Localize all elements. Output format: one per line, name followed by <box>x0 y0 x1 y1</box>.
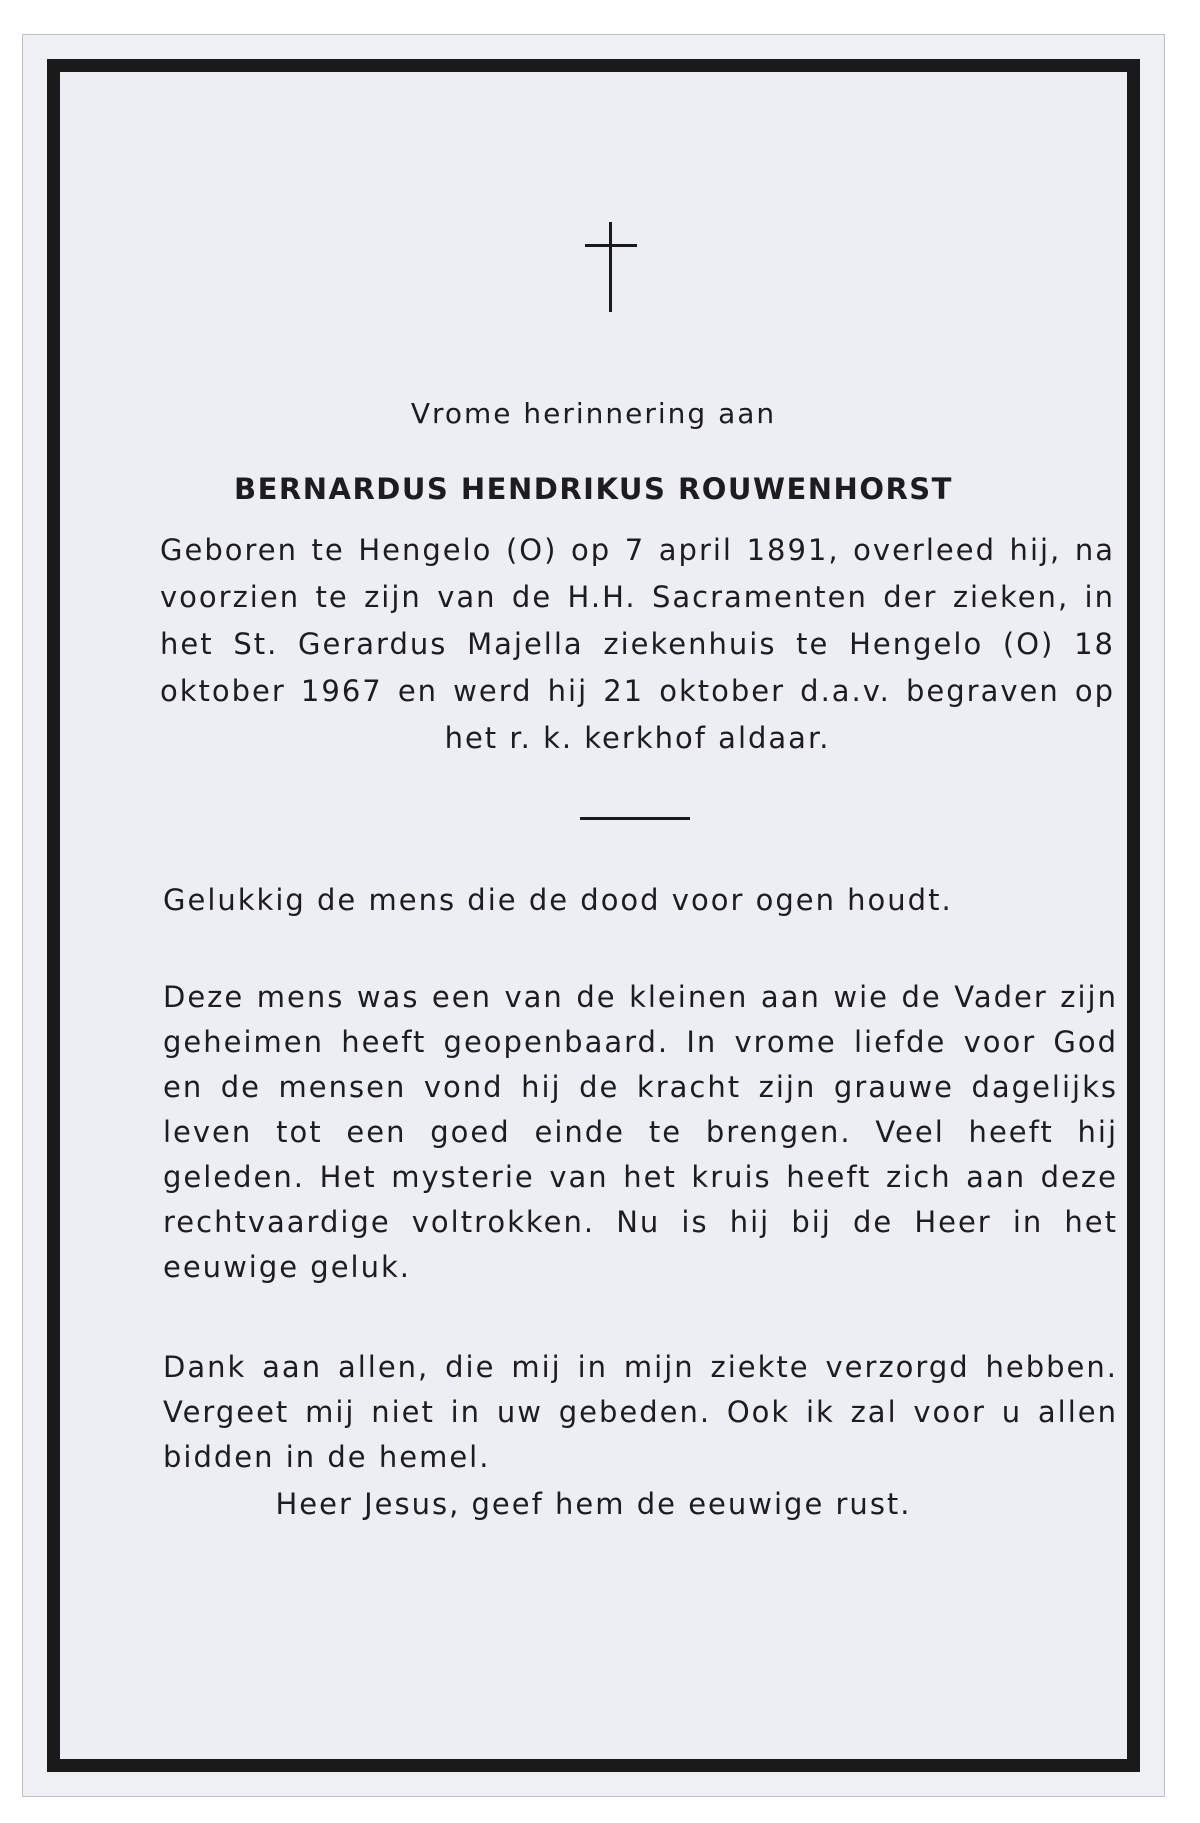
paragraph-thanks: Dank aan allen, die mij in mijn ziekte verzorgd hebben. Vergeet mij niet in uw gebeden. Ook ik zal voor u allen bidden in de hemel. <box>163 1350 1118 1474</box>
memorial-card <box>22 34 1165 1797</box>
cross-horizontal-bar <box>585 244 637 247</box>
paragraph-tribute: Deze mens was een van de kleinen aan wie de Vader zijn geheimen heeft geopenbaard. In vrome liefde voor God en de mensen vond hij de kracht zijn grauwe dagelijks leven tot een goed einde te brengen. Veel heeft hij geleden. Het mysterie van het kruis heeft zich aan deze rechtvaardige voltrokken. Nu is hij bij de Heer in het eeuwige geluk. <box>163 980 1118 1284</box>
paragraph-quote: Gelukkig de mens die de dood voor ogen houdt. <box>163 883 953 917</box>
closing-prayer: Heer Jesus, geef hem de eeuwige rust. <box>275 1487 912 1521</box>
divider-rule <box>580 817 690 820</box>
cross-icon <box>585 222 635 312</box>
black-border-frame <box>47 59 1140 1772</box>
cross-vertical-bar <box>609 222 612 312</box>
biography-text: Geboren te Hengelo (O) op 7 april 1891, overleed hij, na voorzien te zijn van de H.H. Sacramenten der zieken, in het St. Gerardus Majella ziekenhuis te Hengelo (O) 18 oktober 1967 en werd hij 21 oktober d.a.v. begraven op het r. k. kerkhof aldaar. <box>160 533 1115 755</box>
deceased-name: BERNARDUS HENDRIKUS ROUWENHORST <box>234 472 953 506</box>
intro-heading: Vrome herinnering aan <box>410 397 777 430</box>
